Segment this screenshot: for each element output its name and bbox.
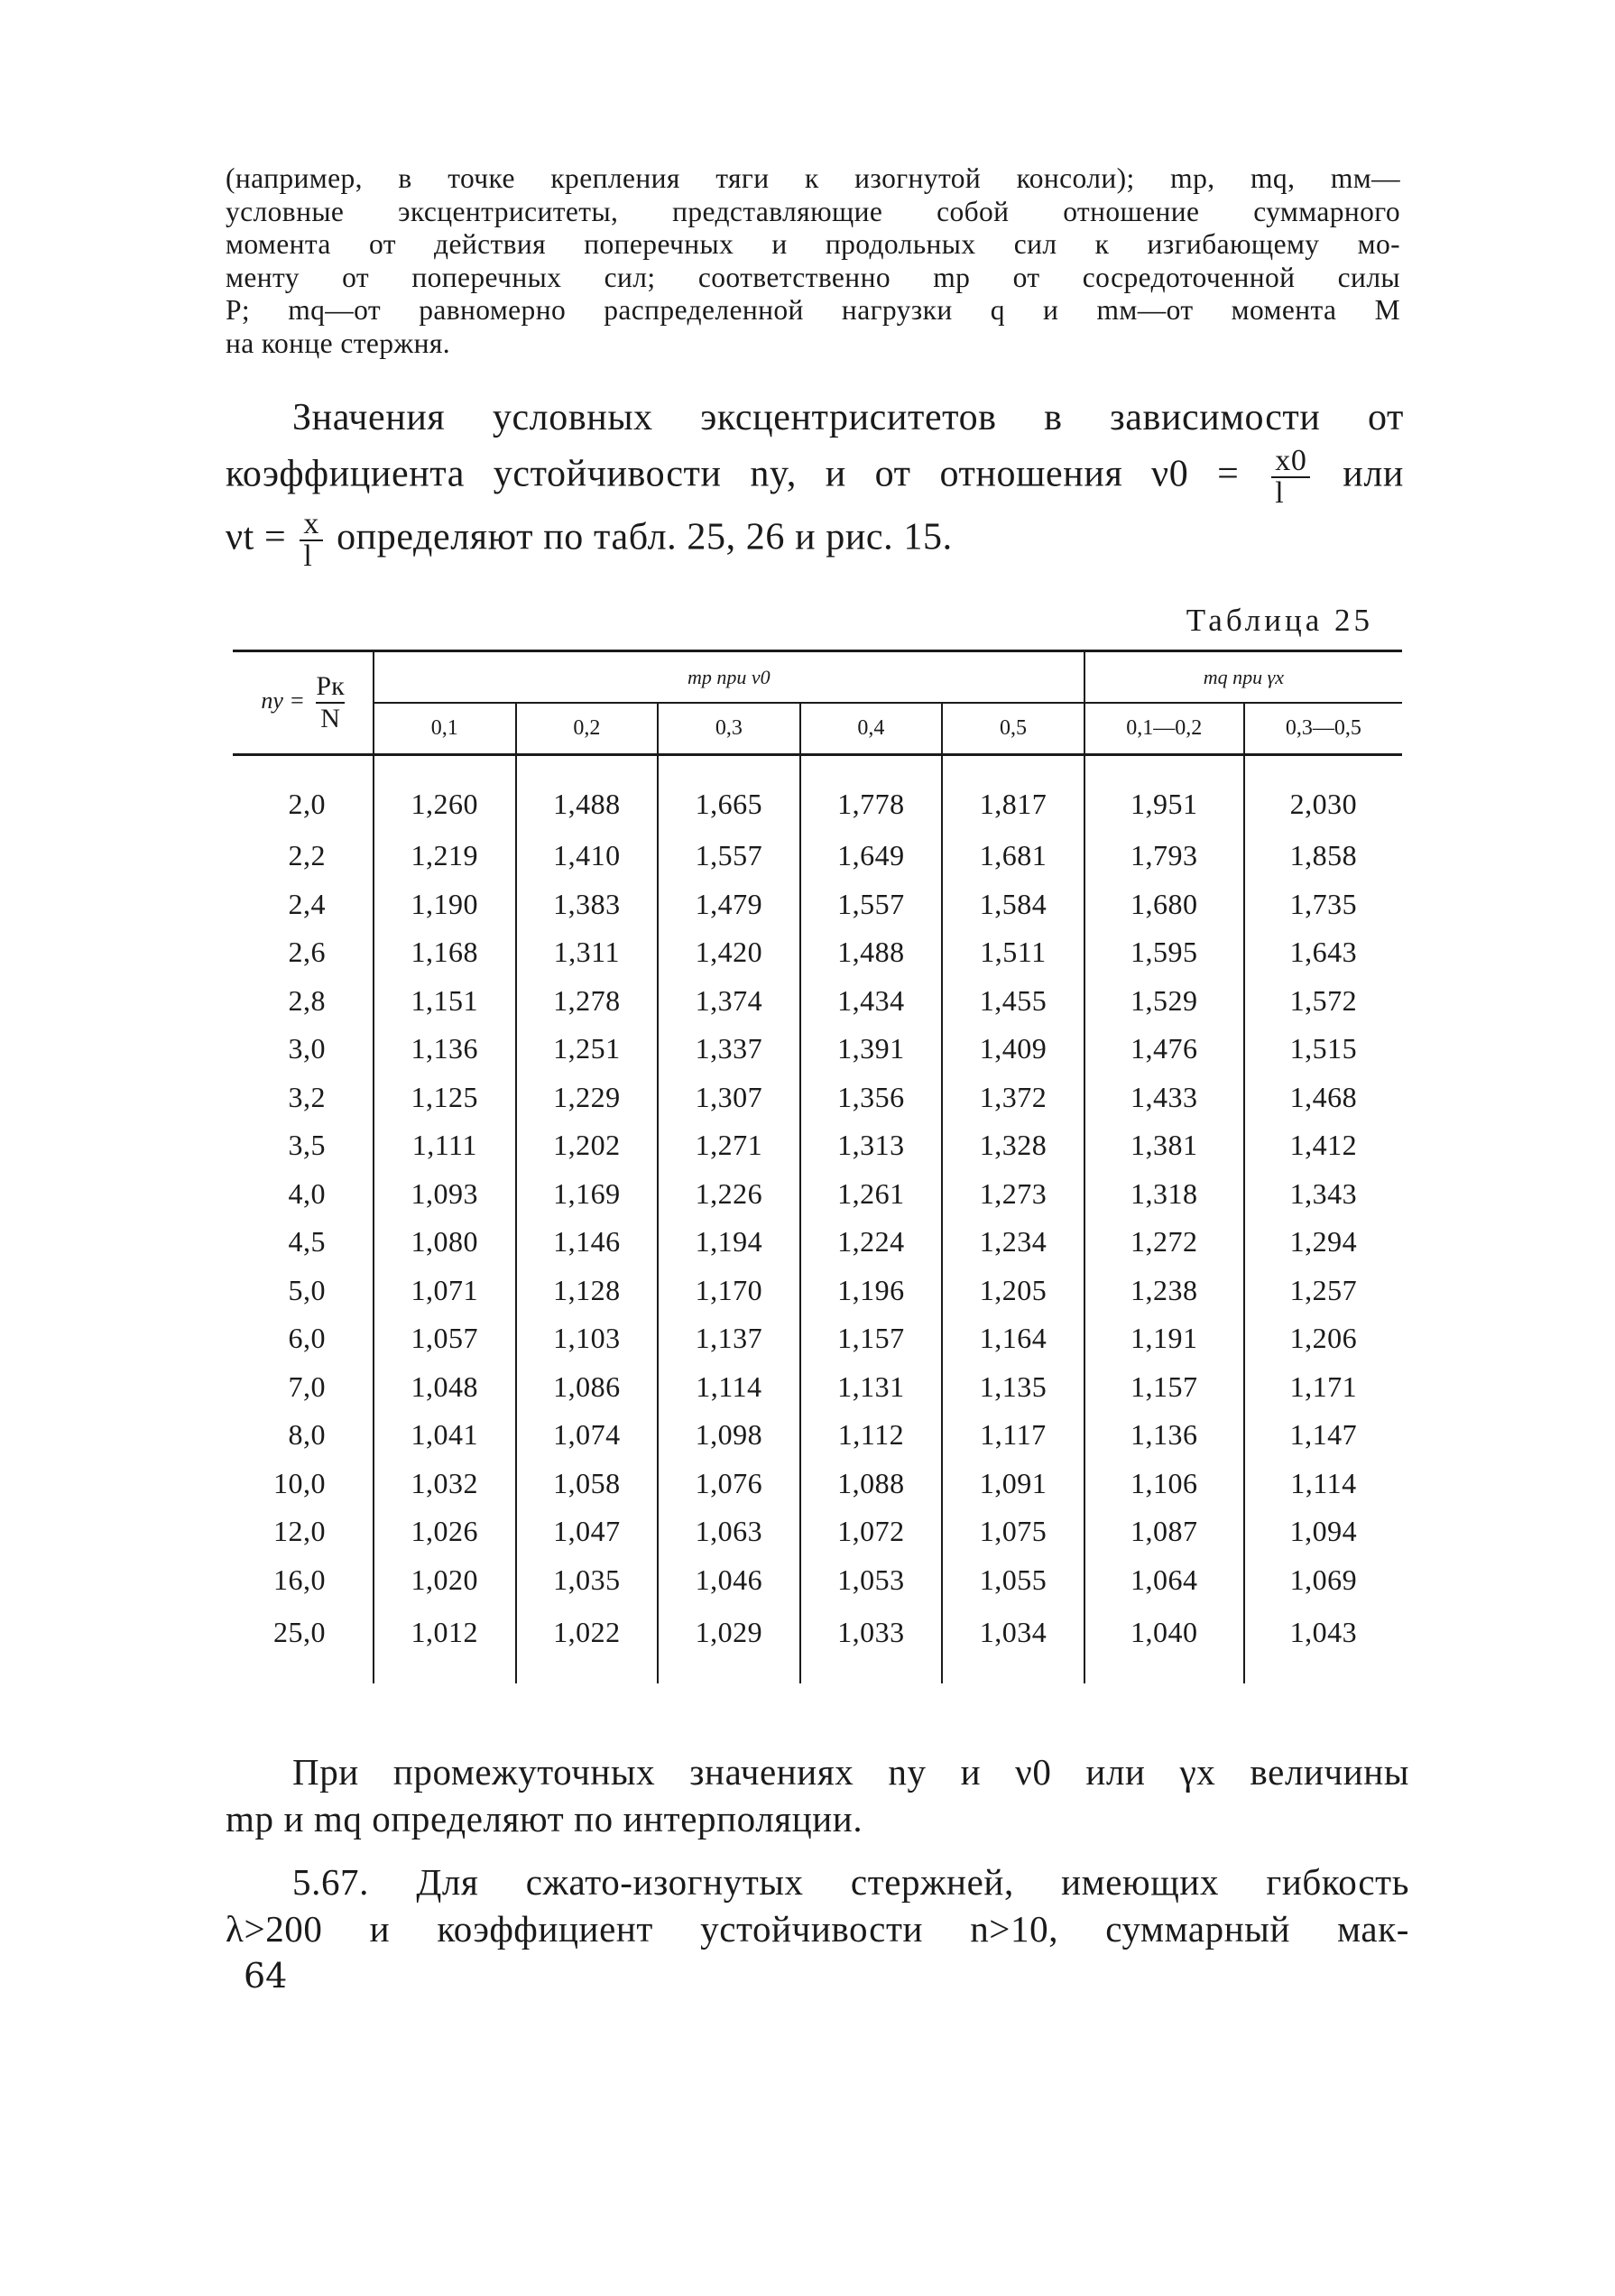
table-cell: 1,094	[1289, 1515, 1358, 1548]
table-cell: 1,372	[942, 1074, 1084, 1122]
table-cell: 1,337	[658, 1025, 800, 1074]
table-cell: 1,412	[1289, 1129, 1358, 1162]
table-cell: 1,224	[800, 1218, 943, 1267]
column-header: 0,5	[942, 703, 1084, 755]
table-cell: 1,048	[374, 1363, 516, 1412]
table-row	[233, 1508, 1402, 1556]
ny-value-cell: 3,5	[233, 1121, 374, 1170]
ny-value-cell: 2,2	[233, 832, 374, 881]
table-cell: 1,649	[800, 832, 943, 881]
table-cell: 1,202	[516, 1121, 659, 1170]
table-cell: 1,318	[1084, 1170, 1244, 1219]
table-cell: 1,146	[516, 1218, 659, 1267]
table-cell: 1,087	[1084, 1508, 1244, 1556]
table-cell: 1,117	[942, 1411, 1084, 1460]
table-cell: 1,234	[942, 1218, 1084, 1267]
table-cell: 1,311	[516, 928, 659, 977]
column-header: 0,2	[516, 703, 659, 755]
table-cell: 1,093	[374, 1170, 516, 1219]
interpolation-paragraph	[226, 1748, 1409, 1952]
table-cell: 1,778	[800, 755, 943, 833]
table-cell: 1,114	[658, 1363, 800, 1412]
table-cell: 1,112	[800, 1411, 943, 1460]
table-cell: 1,137	[658, 1314, 800, 1363]
table-cell: 1,278	[516, 977, 659, 1026]
table-cell: 1,151	[374, 977, 516, 1026]
table-cell: 1,294	[1289, 1225, 1358, 1259]
table-cell: 1,169	[516, 1170, 659, 1219]
table-cell: 1,381	[1084, 1121, 1244, 1170]
table-cell: 1,069	[1289, 1563, 1358, 1596]
table-cell: 1,476	[1084, 1025, 1244, 1074]
ny-value-cell: 2,8	[233, 977, 374, 1026]
table-cell: 1,170	[658, 1267, 800, 1315]
ny-value-cell: 3,2	[233, 1074, 374, 1122]
table-cell: 1,046	[658, 1556, 800, 1605]
para2-line-1: Значения условных эксцентриситетов в зависимости от	[292, 397, 1404, 438]
ny-value-cell: 25,0	[233, 1604, 374, 1683]
fraction-denominator: N	[320, 704, 340, 733]
mp-group-header: mp при ν0	[374, 651, 1084, 704]
table-cell: 1,951	[1084, 755, 1244, 833]
intro-paragraph	[226, 162, 1400, 360]
ny-value-cell: 6,0	[233, 1314, 374, 1363]
table-cell: 1,273	[942, 1170, 1084, 1219]
ny-column-header	[233, 651, 374, 755]
table-cell: 1,356	[800, 1074, 943, 1122]
table-cell: 1,080	[374, 1218, 516, 1267]
table-cell: 1,040	[1084, 1604, 1244, 1683]
table-cell: 1,098	[658, 1411, 800, 1460]
ny-value-cell: 10,0	[233, 1460, 374, 1508]
table-cell: 1,665	[658, 755, 800, 833]
table-cell: 1,313	[800, 1121, 943, 1170]
table-cell: 1,041	[374, 1411, 516, 1460]
table-cell: 1,391	[800, 1025, 943, 1074]
table-row	[233, 1170, 1402, 1219]
table-cell: 1,557	[800, 881, 943, 929]
table-cell: 1,157	[1084, 1363, 1244, 1412]
table-cell: 1,219	[374, 832, 516, 881]
ny-value-cell: 5,0	[233, 1267, 374, 1315]
table-cell: 1,136	[1084, 1411, 1244, 1460]
table-cell: 1,103	[516, 1314, 659, 1363]
table-cell: 1,229	[516, 1074, 659, 1122]
table-cell: 1,047	[516, 1508, 659, 1556]
ny-value-cell: 16,0	[233, 1556, 374, 1605]
table-cell: 1,557	[658, 832, 800, 881]
table-row	[233, 1218, 1402, 1267]
table-row	[233, 928, 1402, 977]
table-cell: 1,194	[658, 1218, 800, 1267]
table-cell: 1,488	[516, 755, 659, 833]
table-row	[233, 1121, 1402, 1170]
table-cell: 1,479	[658, 881, 800, 929]
table-cell: 1,272	[1084, 1218, 1244, 1267]
table-cell: 1,328	[942, 1121, 1084, 1170]
table-cell: 1,058	[516, 1460, 659, 1508]
table-cell: 1,420	[658, 928, 800, 977]
table-row	[233, 755, 1402, 833]
table-cell: 1,035	[516, 1556, 659, 1605]
table-cell: 1,168	[374, 928, 516, 977]
table-cell: 1,043	[1289, 1615, 1358, 1648]
column-header: 0,3	[658, 703, 800, 755]
table-cell: 1,012	[374, 1604, 516, 1683]
ny-value-cell: 2,6	[233, 928, 374, 977]
table-cell: 1,136	[374, 1025, 516, 1074]
intro-line: на конце стержня.	[226, 327, 451, 359]
para3-line-3: 5.67. Для сжато-изогнутых стержней, имеющих гибкость	[292, 1861, 1409, 1903]
column-header: 0,3—0,5	[1244, 703, 1402, 755]
table-row	[233, 832, 1402, 881]
table-cell: 1,793	[1084, 832, 1244, 881]
table-cell: 1,488	[800, 928, 943, 977]
fraction-denominator: l	[303, 539, 313, 573]
table-title: Таблица 25	[1186, 603, 1373, 638]
para2-line-3	[226, 509, 1404, 572]
table-cell: 1,584	[942, 881, 1084, 929]
table-cell: 1,251	[516, 1025, 659, 1074]
para3-line-4: λ>200 и коэффициент устойчивости n>10, суммарный мак-	[226, 1908, 1409, 1950]
table-cell: 1,135	[942, 1363, 1084, 1412]
table-cell: 1,529	[1084, 977, 1244, 1026]
table-row	[233, 881, 1402, 929]
table-cell: 1,064	[1084, 1556, 1244, 1605]
table-row	[233, 1460, 1402, 1508]
table-cell: 1,029	[658, 1604, 800, 1683]
table-cell: 1,374	[658, 977, 800, 1026]
table-cell: 1,171	[1289, 1369, 1358, 1403]
table-cell: 1,205	[942, 1267, 1084, 1315]
table-cell: 1,643	[1289, 936, 1358, 969]
table-row	[233, 1556, 1402, 1605]
table-cell: 1,088	[800, 1460, 943, 1508]
intro-line: момента от действия поперечных и продольных сил к изгибающему мо-	[226, 228, 1400, 260]
eccentricity-paragraph	[226, 390, 1404, 572]
para2-line-2-text: коэффициента устойчивости ny, и от отношения ν0 =	[226, 453, 1240, 495]
table-cell: 1,063	[658, 1508, 800, 1556]
mq-group-header: mq при γx	[1084, 651, 1402, 704]
intro-line: P; mq—от равномерно распределенной нагрузки q и mм—от момента M	[226, 294, 1400, 326]
fraction-numerator: x	[300, 509, 323, 541]
eccentricity-table	[233, 650, 1402, 1683]
ny-label: ny =	[261, 687, 305, 714]
ny-value-cell: 4,0	[233, 1170, 374, 1219]
table-cell: 1,190	[374, 881, 516, 929]
ny-value-cell: 12,0	[233, 1508, 374, 1556]
table-cell: 1,191	[1084, 1314, 1244, 1363]
ny-value-cell: 2,4	[233, 881, 374, 929]
table-cell: 1,055	[942, 1556, 1084, 1605]
table-cell: 1,125	[374, 1074, 516, 1122]
table-cell: 1,053	[800, 1556, 943, 1605]
table-cell: 1,680	[1084, 881, 1244, 929]
intro-line: условные эксцентриситеты, представляющие собой отношение суммарного	[226, 195, 1400, 227]
table-cell: 1,076	[658, 1460, 800, 1508]
table-cell: 1,114	[1290, 1466, 1357, 1499]
table-cell: 1,455	[942, 977, 1084, 1026]
table-cell: 1,071	[374, 1267, 516, 1315]
table-cell: 2,030	[1289, 787, 1358, 820]
table-cell: 1,022	[516, 1604, 659, 1683]
table-cell: 1,075	[942, 1508, 1084, 1556]
table-cell: 1,026	[374, 1508, 516, 1556]
table-cell: 1,196	[800, 1267, 943, 1315]
table-cell: 1,511	[942, 928, 1084, 977]
table-cell: 1,271	[658, 1121, 800, 1170]
table-cell: 1,032	[374, 1460, 516, 1508]
intro-line: (например, в точке крепления тяги к изогнутой консоли); mp, mq, mм—	[226, 162, 1400, 194]
table-row	[233, 977, 1402, 1026]
ny-value-cell: 7,0	[233, 1363, 374, 1412]
table-cell: 1,260	[374, 755, 516, 833]
page-number: 64	[244, 1956, 288, 1996]
table-cell: 1,434	[800, 977, 943, 1026]
table-cell: 1,238	[1084, 1267, 1244, 1315]
table-cell: 1,091	[942, 1460, 1084, 1508]
table-cell: 1,206	[1289, 1322, 1358, 1355]
table-cell: 1,106	[1084, 1460, 1244, 1508]
table-cell: 1,072	[800, 1508, 943, 1556]
para2-line-3-text: определяют по табл. 25, 26 и рис. 15.	[337, 516, 953, 558]
column-header: 0,1	[374, 703, 516, 755]
column-header: 0,1—0,2	[1084, 703, 1244, 755]
fraction-numerator: x0	[1271, 446, 1310, 478]
table-row	[233, 1314, 1402, 1363]
pk-over-n-fraction	[316, 671, 344, 734]
table-cell: 1,410	[516, 832, 659, 881]
fraction-numerator: Pк	[316, 671, 344, 704]
table-cell: 1,817	[942, 755, 1084, 833]
table-row	[233, 1267, 1402, 1315]
table-cell: 1,257	[1289, 1273, 1358, 1306]
ny-value-cell: 3,0	[233, 1025, 374, 1074]
para2-line-2-tail: или	[1343, 453, 1404, 495]
table-cell: 1,681	[942, 832, 1084, 881]
column-header: 0,4	[800, 703, 943, 755]
para3-line-1: При промежуточных значениях ny и ν0 или γx величины	[292, 1751, 1409, 1793]
ny-value-cell: 8,0	[233, 1411, 374, 1460]
fraction-denominator: l	[1275, 476, 1285, 510]
table-body	[233, 755, 1402, 1684]
table-cell: 1,164	[942, 1314, 1084, 1363]
table-cell: 1,433	[1084, 1074, 1244, 1122]
table-cell: 1,468	[1289, 1080, 1358, 1113]
para3-line-2: mp и mq определяют по интерполяции.	[226, 1798, 863, 1840]
table-cell: 1,131	[800, 1363, 943, 1412]
table-cell: 1,735	[1289, 887, 1358, 920]
table-row	[233, 1604, 1402, 1683]
table-cell: 1,572	[1289, 983, 1358, 1017]
para2-line-2	[226, 446, 1404, 509]
ny-value-cell: 4,5	[233, 1218, 374, 1267]
intro-line: менту от поперечных сил; соответственно mp от сосредоточенной силы	[226, 261, 1400, 293]
table-row	[233, 1363, 1402, 1412]
fraction-x0-over-l	[1271, 446, 1310, 509]
table-cell: 1,033	[800, 1604, 943, 1683]
table-cell: 1,128	[516, 1267, 659, 1315]
table-cell: 1,074	[516, 1411, 659, 1460]
table-cell: 1,595	[1084, 928, 1244, 977]
table-row	[233, 1025, 1402, 1074]
table-cell: 1,057	[374, 1314, 516, 1363]
ny-value-cell: 2,0	[233, 755, 374, 833]
table-cell: 1,147	[1289, 1418, 1358, 1452]
table-cell: 1,111	[374, 1121, 516, 1170]
fraction-x-over-l	[300, 509, 323, 572]
table-cell: 1,343	[1289, 1176, 1358, 1210]
table-cell: 1,515	[1289, 1032, 1358, 1065]
table-cell: 1,086	[516, 1363, 659, 1412]
table-row	[233, 1411, 1402, 1460]
table-row	[233, 1074, 1402, 1122]
table-cell: 1,020	[374, 1556, 516, 1605]
table-cell: 1,226	[658, 1170, 800, 1219]
para2-line-3-prefix: νt =	[226, 516, 287, 558]
table-cell: 1,307	[658, 1074, 800, 1122]
table-cell: 1,858	[1289, 839, 1358, 872]
table-cell: 1,157	[800, 1314, 943, 1363]
table-cell: 1,034	[942, 1604, 1084, 1683]
table-cell: 1,261	[800, 1170, 943, 1219]
table-cell: 1,409	[942, 1025, 1084, 1074]
table-cell: 1,383	[516, 881, 659, 929]
